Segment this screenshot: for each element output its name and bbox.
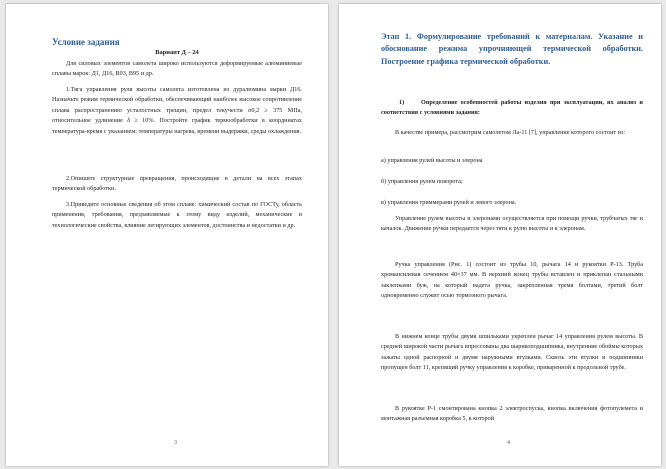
paragraph-1: В качестве примера, рассмотрим самолетом Ла-11 [7], управление которого состоит из: bbox=[395, 129, 626, 136]
task-2-paragraph: 2.Опишите структурные превращения, происходящие в детали на всех этапах термической обработки. bbox=[52, 175, 302, 193]
list-item-b: б) управления рулем поворота; bbox=[381, 178, 463, 185]
paragraph-4: В нижнем конце трубы двумя шпильками укреплен рычаг 14 управления рулем высоты. В средней широкой части рычага впрессованы два шарикоподшипника, внутренние обоймы которых зажаты одной распорной и двумя наружными втулками. Сквозь эти втулки и подшипники пропущен болт 11, крепящий ручку управления к коробке, приваренной к продольной трубе. bbox=[381, 333, 643, 372]
paragraph-5: В рукоятке Р-1 смонтирована кнопка 2 электроспуска, кнопка включения фотопулемета и монтажная разъемная коробка 5, к которой bbox=[381, 405, 643, 423]
document-page-right bbox=[339, 4, 661, 466]
task-3-paragraph: 3.Приведите основные сведения об этом сплаве: химический состав по ГОСТу, область применения, требования, предъявляемые к этому виду изделий, механические и технологические свойства, влияние легирующих элементов, достоинства и недостатки и др. bbox=[52, 201, 302, 229]
subheading: Определение особенностей работы изделия при эксплуатации, их анализ и соответствия с условиями задания: bbox=[381, 99, 643, 117]
intro-paragraph: Для силовых элементов самолета широко используются деформируемые алюминиевые сплавы марок: Д1, Д16, В93, В95 и др. bbox=[52, 60, 302, 78]
task-1-paragraph: 1.Тяга управления руля высоты самолета изготовлена из дуралюмина марки Д16. Назначьте режим термической обработки, обеспечивающий наиболее высокое сопротивление сплава распространению усталостных трещин, предел текучести σ0,2 ≥ 375 МПа, относительное удлинение δ ≥ 10%. Постройте график термообработки в координатах температура-время с указанием: температуры нагрева, времени выдержки, среды охлаждения. bbox=[52, 86, 302, 135]
stage-heading: Этап 1. Формулирование требований к материалам. Указание и обоснование режима упрочняющей термической обработки. Построение графика термической обработки. bbox=[381, 32, 643, 66]
document-page-left bbox=[6, 4, 328, 466]
list-item-c: в) управления триммерами рулей и левого элерона. bbox=[381, 199, 517, 206]
page-number: 3 bbox=[174, 440, 177, 446]
paragraph-3: Ручка управления (Рис. 1) состоит из трубы 10, рычага 14 и рукоятки Р-13. Труба хромансилевая сечением 40×37 мм. В верхний конец трубы вставлен и приклепан стальными заклепками буж, на который надета ручка, закрепленная тремя болтами, третий болт одновременно служит осью тормозного рычага. bbox=[381, 261, 643, 300]
list-item-a: а) управления рулей высоты и элерона bbox=[381, 157, 483, 164]
variant-label: Вариант Д – 24 bbox=[155, 49, 199, 56]
subheading-number: 1) bbox=[399, 99, 405, 106]
page-number: 4 bbox=[507, 440, 510, 446]
task-title: Условие задания bbox=[52, 37, 120, 47]
paragraph-2: Управление рулем высоты и элеронами осуществляется при помощи ручки, трубчатых тяг и качалок. Движение ручки передается через тяги к рулю высоты и к элеронам. bbox=[381, 215, 643, 233]
